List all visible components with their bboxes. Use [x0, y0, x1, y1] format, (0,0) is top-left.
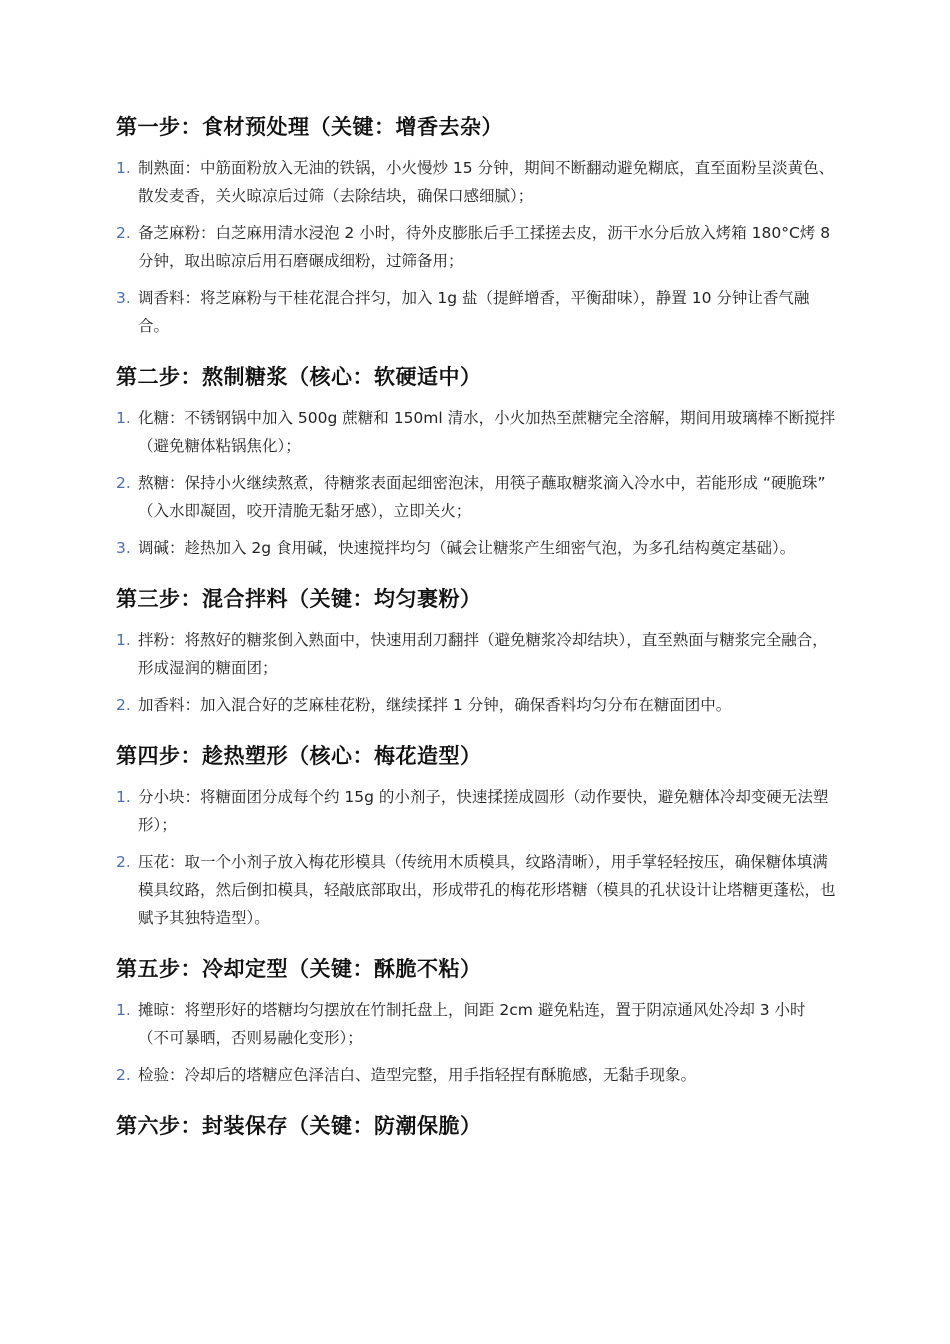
list-text: 摊晾：将塑形好的塔糖均匀摆放在竹制托盘上，间距 2cm 避免粘连，置于阴凉通风处冷却 3 小时（不可暴晒，否则易融化变形）；: [138, 1001, 806, 1047]
list-item: [116, 996, 836, 1052]
section-step-1: [116, 112, 836, 340]
list-item: [116, 469, 836, 525]
list-item: [116, 154, 836, 210]
list-number: 1.: [116, 1001, 131, 1019]
list-text: 拌粉：将熬好的糖浆倒入熟面中，快速用刮刀翻拌（避免糖浆冷却结块），直至熟面与糖浆完全融合，形成湿润的糖面团；: [138, 631, 828, 677]
list-text: 化糖：不锈钢锅中加入 500g 蔗糖和 150ml 清水，小火加热至蔗糖完全溶解，期间用玻璃棒不断搅拌（避免糖体粘锅焦化）；: [138, 409, 836, 455]
list-number: 2.: [116, 224, 131, 242]
section-title: 第一步：食材预处理（关键：增香去杂）: [116, 115, 503, 139]
list-number: 1.: [116, 788, 131, 806]
step-list: [116, 626, 836, 719]
list-text: 制熟面：中筋面粉放入无油的铁锅，小火慢炒 15 分钟，期间不断翻动避免糊底，直至面粉呈淡黄色、散发麦香，关火晾凉后过筛（去除结块，确保口感细腻）；: [138, 159, 835, 205]
section-title: 第二步：熬制糖浆（核心：软硬适中）: [116, 365, 482, 389]
step-list: [116, 996, 836, 1089]
list-item: [116, 219, 836, 275]
list-number: 2.: [116, 1066, 131, 1084]
list-number: 2.: [116, 853, 131, 871]
list-text: 分小块：将糖面团分成每个约 15g 的小剂子，快速揉搓成圆形（动作要快，避免糖体冷却变硬无法塑形）；: [138, 788, 829, 834]
list-text: 检验：冷却后的塔糖应色泽洁白、造型完整，用手指轻捏有酥脆感，无黏手现象。: [138, 1066, 697, 1084]
list-number: 2.: [116, 474, 131, 492]
list-item: [116, 404, 836, 460]
section-step-3: [116, 584, 836, 719]
section-title: 第四步：趁热塑形（核心：梅花造型）: [116, 744, 482, 768]
list-number: 3.: [116, 539, 131, 557]
step-list: [116, 154, 836, 340]
list-number: 1.: [116, 409, 131, 427]
list-item: [116, 284, 836, 340]
list-text: 压花：取一个小剂子放入梅花形模具（传统用木质模具，纹路清晰），用手掌轻轻按压，确保糖体填满模具纹路，然后倒扣模具，轻敲底部取出，形成带孔的梅花形塔糖（模具的孔状设计让塔糖更蓬松，也赋予其独特造型）。: [138, 853, 836, 927]
section-step-5: [116, 954, 836, 1089]
list-number: 1.: [116, 159, 131, 177]
list-item: [116, 848, 836, 932]
list-text: 备芝麻粉：白芝麻用清水浸泡 2 小时，待外皮膨胀后手工揉搓去皮，沥干水分后放入烤箱 180°C烤 8 分钟，取出晾凉后用石磨碾成细粉，过筛备用；: [138, 224, 831, 270]
list-text: 熬糖：保持小火继续熬煮，待糖浆表面起细密泡沫，用筷子蘸取糖浆滴入冷水中，若能形成 “硬脆珠” （入水即凝固，咬开清脆无黏牙感），立即关火；: [138, 474, 826, 520]
section-step-6: [116, 1111, 836, 1141]
list-item: [116, 534, 836, 562]
list-item: [116, 626, 836, 682]
section-title: 第六步：封装保存（关键：防潮保脆）: [116, 1114, 482, 1138]
list-item: [116, 1061, 836, 1089]
section-title: 第三步：混合拌料（关键：均匀裹粉）: [116, 587, 482, 611]
section-title: 第五步：冷却定型（关键：酥脆不粘）: [116, 957, 482, 981]
list-number: 2.: [116, 696, 131, 714]
section-step-4: [116, 741, 836, 932]
list-item: [116, 783, 836, 839]
list-text: 加香料：加入混合好的芝麻桂花粉，继续揉拌 1 分钟，确保香料均匀分布在糖面团中。: [138, 696, 732, 714]
list-item: [116, 691, 836, 719]
list-number: 3.: [116, 289, 131, 307]
step-list: [116, 783, 836, 932]
document-body: [116, 112, 836, 1153]
list-text: 调碱：趁热加入 2g 食用碱，快速搅拌均匀（碱会让糖浆产生细密气泡，为多孔结构奠定基础）。: [138, 539, 796, 557]
step-list: [116, 404, 836, 562]
list-text: 调香料：将芝麻粉与干桂花混合拌匀，加入 1g 盐（提鲜增香，平衡甜味），静置 10 分钟让香气融合。: [138, 289, 810, 335]
list-number: 1.: [116, 631, 131, 649]
section-step-2: [116, 362, 836, 562]
